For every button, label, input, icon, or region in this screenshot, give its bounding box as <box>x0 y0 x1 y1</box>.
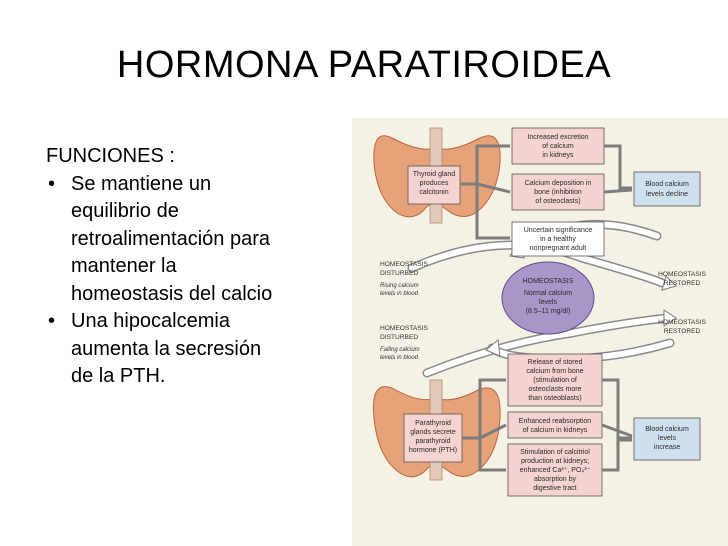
svg-text:Normal calcium: Normal calcium <box>523 290 573 297</box>
svg-text:HOMEOSTASIS: HOMEOSTASIS <box>380 325 428 332</box>
svg-text:absorption by: absorption by <box>533 476 577 483</box>
calcium-homeostasis-diagram <box>352 118 728 546</box>
stimulation-calcitriol-box <box>508 444 602 496</box>
svg-text:calcium from bone: calcium from bone <box>526 368 584 375</box>
bullet-item-1 <box>46 171 346 309</box>
svg-text:osteoclasts more: osteoclasts more <box>528 386 582 393</box>
svg-text:Falling calcium: Falling calcium <box>380 347 420 353</box>
svg-text:enhanced Ca²⁺, PO₄³⁻: enhanced Ca²⁺, PO₄³⁻ <box>519 467 591 474</box>
svg-text:nonpregnant adult: nonpregnant adult <box>529 245 587 252</box>
svg-text:in kidneys: in kidneys <box>542 152 574 159</box>
svg-text:hormone (PTH): hormone (PTH) <box>408 447 458 454</box>
svg-text:in a healthy: in a healthy <box>540 236 576 243</box>
svg-text:levels in blood: levels in blood <box>380 291 419 297</box>
restored-bottom-label <box>658 319 706 335</box>
svg-text:production at kidneys;: production at kidneys; <box>520 458 590 465</box>
svg-text:bone (inhibition: bone (inhibition <box>534 189 582 196</box>
calcium-deposition-box <box>512 174 604 210</box>
enhanced-reabsorption-box <box>508 412 602 438</box>
svg-text:Rising calcium: Rising calcium <box>380 283 419 289</box>
svg-text:parathyroid: parathyroid <box>415 438 451 445</box>
bullet-line: retroalimentación para <box>71 227 270 250</box>
svg-text:Increased excretion: Increased excretion <box>527 134 589 141</box>
svg-text:RESTORED: RESTORED <box>663 328 701 335</box>
svg-text:of calcium in kidneys: of calcium in kidneys <box>522 427 588 434</box>
svg-text:Release of stored: Release of stored <box>527 359 583 366</box>
bullet-line: homeostasis del calcio <box>71 282 273 305</box>
svg-text:HOMEOSTASIS: HOMEOSTASIS <box>658 271 706 278</box>
disturbed-bottom-label <box>380 325 428 361</box>
svg-text:DISTURBED: DISTURBED <box>380 270 419 277</box>
svg-text:levels: levels <box>539 299 557 306</box>
homeostasis-oval <box>502 262 594 334</box>
svg-text:glands secrete: glands secrete <box>410 429 456 436</box>
bullet-line: equilibrio de <box>71 200 179 222</box>
svg-text:Enhanced reabsorption: Enhanced reabsorption <box>518 418 592 425</box>
svg-text:of osteoclasts): of osteoclasts) <box>535 198 581 205</box>
svg-text:levels: levels <box>658 435 676 442</box>
bullet-line: de la PTH. <box>71 365 166 387</box>
svg-text:Stimulation of calcitriol: Stimulation of calcitriol <box>520 449 590 456</box>
functions-heading: FUNCIONES : <box>46 145 175 167</box>
bullet-item-2 <box>46 308 346 391</box>
svg-text:RESTORED: RESTORED <box>663 280 701 287</box>
svg-text:HOMEOSTASIS: HOMEOSTASIS <box>658 319 706 326</box>
svg-text:levels in blood: levels in blood <box>380 355 419 361</box>
svg-text:Blood calcium: Blood calcium <box>645 426 689 433</box>
svg-text:HOMEOSTASIS: HOMEOSTASIS <box>380 261 428 268</box>
bullet-dot-icon: • <box>48 310 56 332</box>
bullet-line: Una hipocalcemia <box>71 310 230 332</box>
bullet-list-panel <box>46 143 346 391</box>
svg-text:Blood calcium: Blood calcium <box>645 181 689 188</box>
svg-text:DISTURBED: DISTURBED <box>380 334 419 341</box>
blood-increase-box <box>634 418 700 460</box>
svg-text:Calcium deposition in: Calcium deposition in <box>524 180 592 187</box>
svg-text:increase: increase <box>653 444 681 451</box>
svg-text:(8.5–11 mg/dl): (8.5–11 mg/dl) <box>525 308 571 315</box>
svg-text:HOMEOSTASIS: HOMEOSTASIS <box>522 278 574 285</box>
increased-excretion-box <box>512 128 604 164</box>
svg-text:levels decline: levels decline <box>645 191 689 198</box>
bullet-dot-icon: • <box>48 172 56 195</box>
bullet-line: mantener la <box>71 255 177 277</box>
blood-decline-box <box>634 172 700 206</box>
release-stored-box <box>508 354 602 406</box>
svg-text:Uncertain significance: Uncertain significance <box>523 227 593 234</box>
svg-text:calcitonin: calcitonin <box>419 189 449 196</box>
svg-text:(stimulation of: (stimulation of <box>533 377 577 384</box>
svg-text:Thyroid gland: Thyroid gland <box>412 171 456 178</box>
svg-text:of calcium: of calcium <box>542 143 574 150</box>
svg-text:digestive tract: digestive tract <box>533 485 577 492</box>
parathyroid-box <box>404 414 462 462</box>
svg-text:produces: produces <box>419 180 449 187</box>
uncertain-significance-box <box>512 222 604 256</box>
bullet-line: aumenta la secresión <box>71 337 262 360</box>
disturbed-top-label <box>380 261 428 297</box>
svg-text:than osteoblasts): than osteoblasts) <box>528 395 582 402</box>
svg-text:Parathyroid: Parathyroid <box>415 420 451 427</box>
bullet-line: Se mantiene un <box>71 172 212 195</box>
thyroid-box <box>408 166 460 204</box>
slide-title: HORMONA PARATIROIDEA <box>116 44 612 86</box>
